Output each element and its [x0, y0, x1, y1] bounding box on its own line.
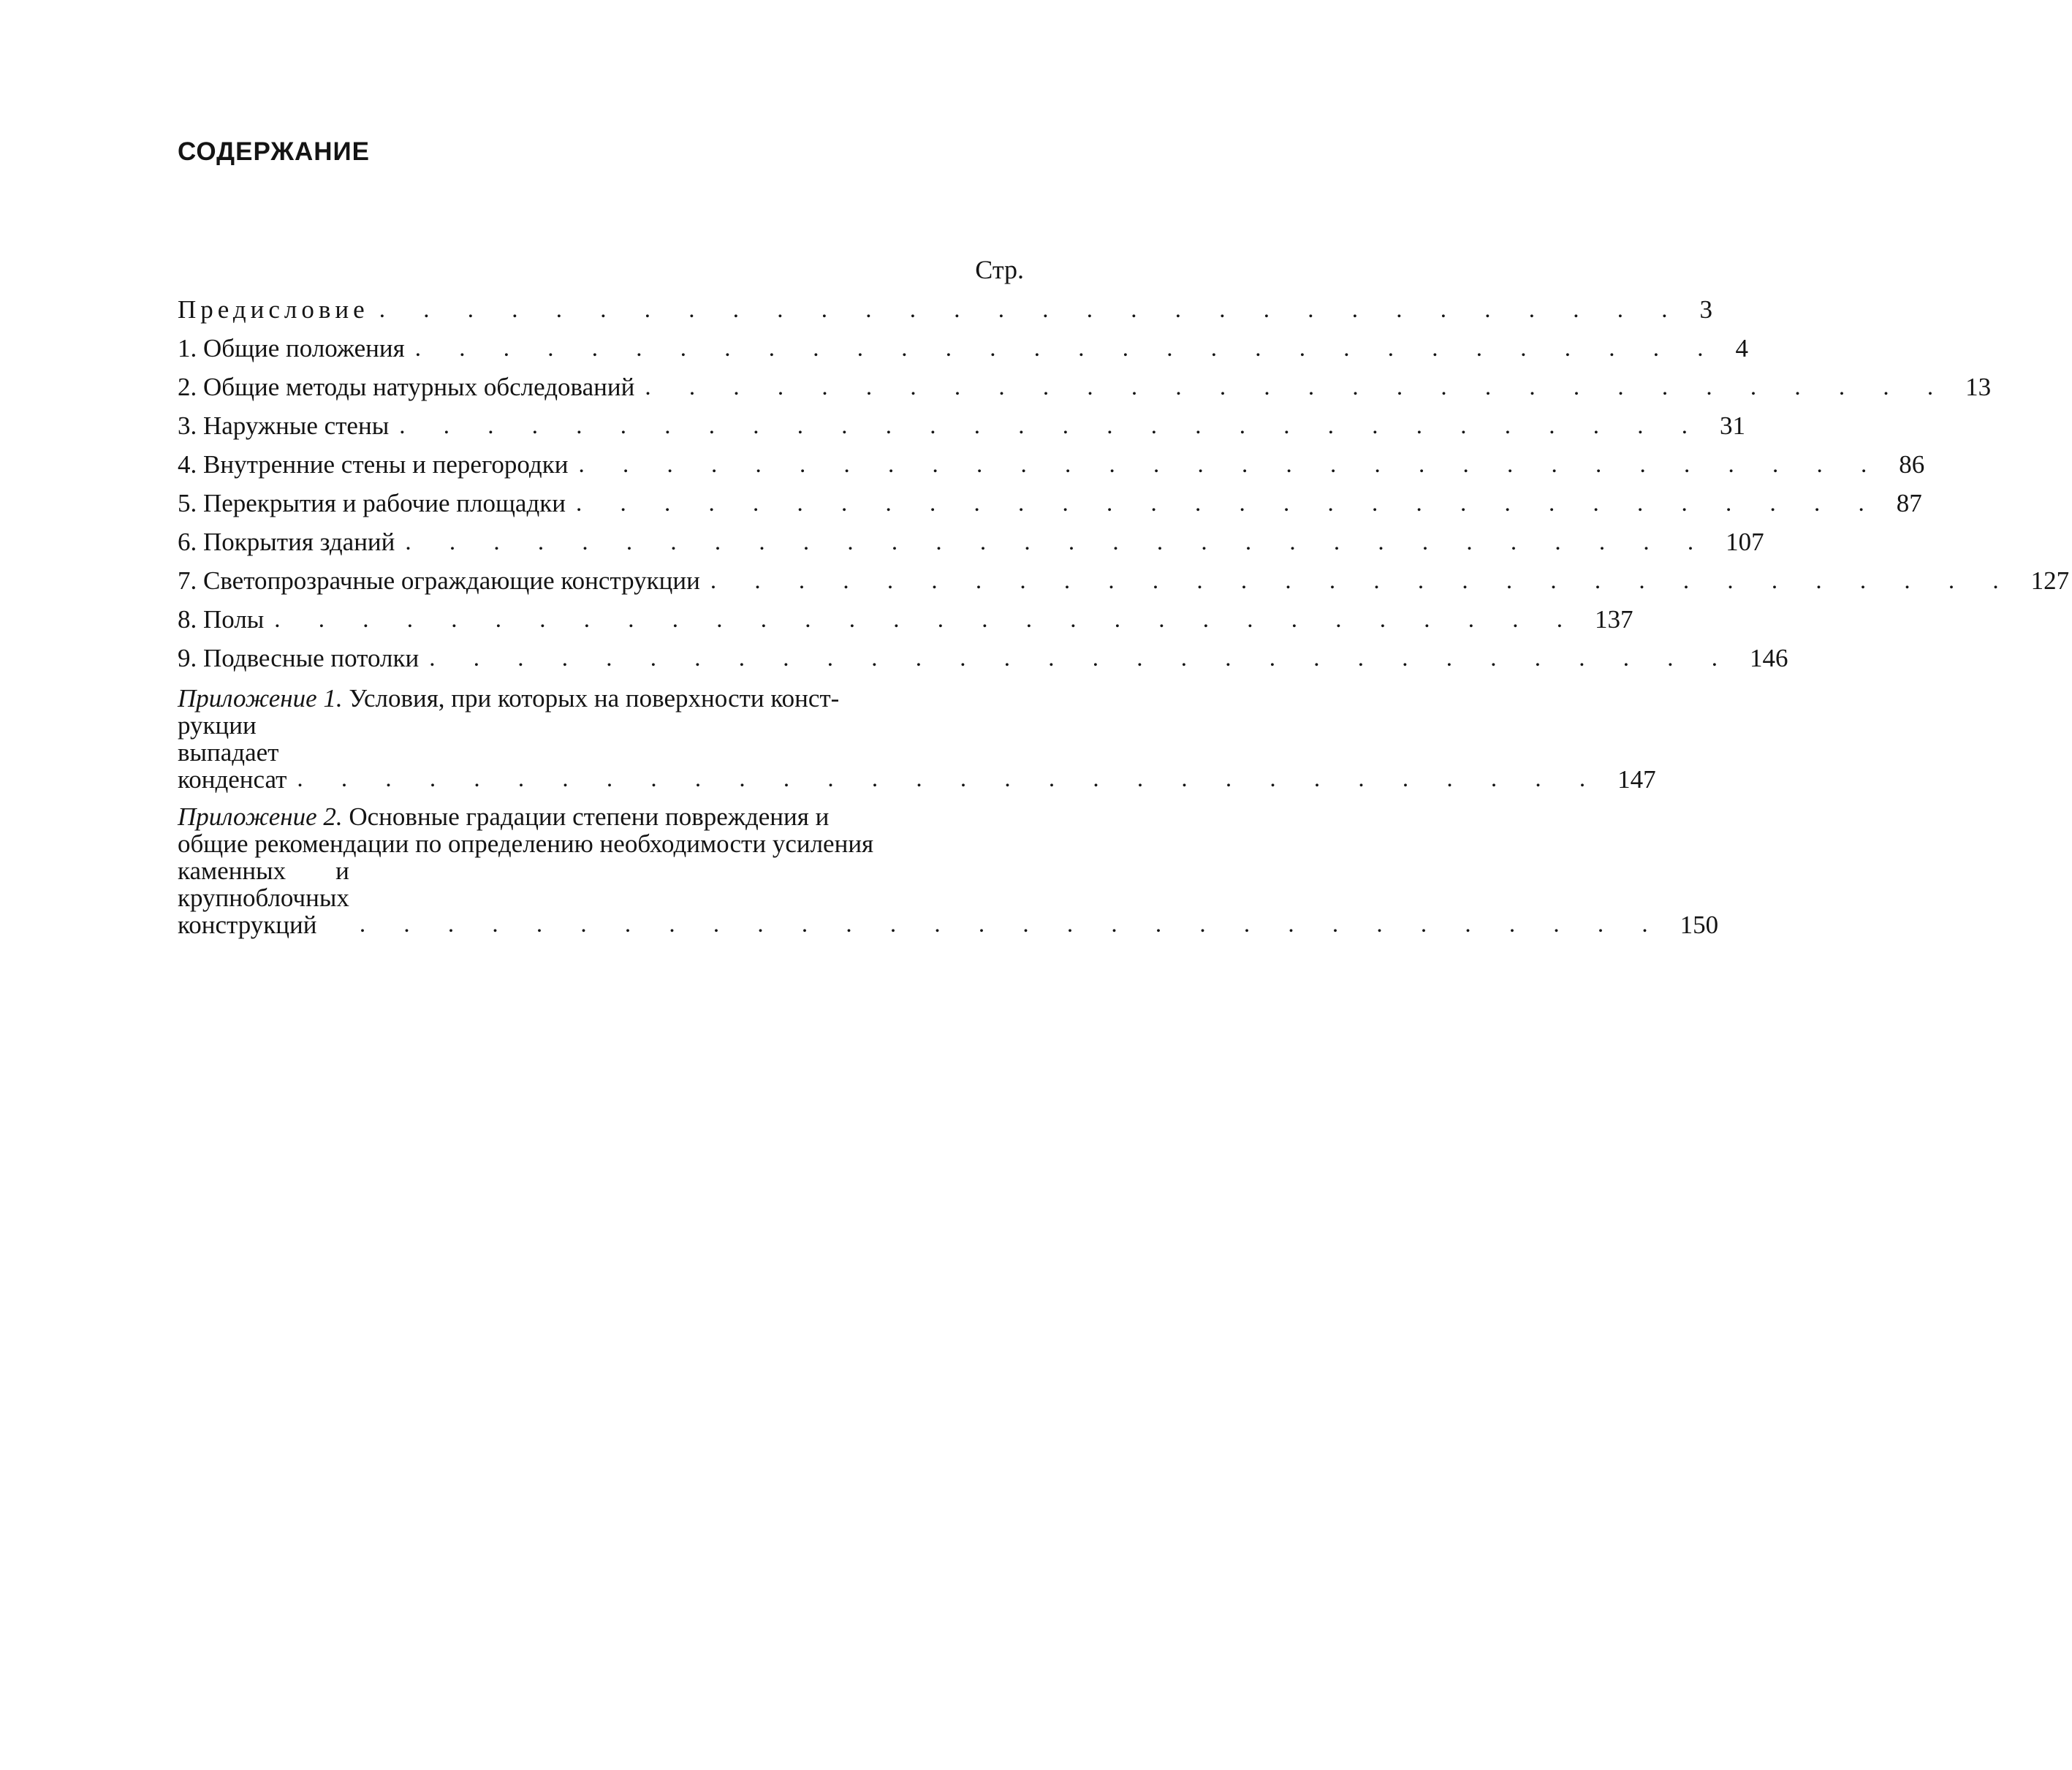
- toc-entry-title: 7. Светопрозрачные ограждающие конструкции: [178, 566, 700, 595]
- toc-entry-page: 150: [1680, 911, 1719, 939]
- toc-entry-3: [178, 403, 1745, 442]
- appendix-first-line: [178, 685, 1601, 712]
- appendix-label: Приложение 2.: [178, 802, 343, 831]
- toc-leader: . . . . . . . . . . . . . . . . . . . . . . . . . . . . . .: [576, 490, 1881, 517]
- toc-entry-title: 2. Общие методы натурных обследований: [178, 373, 635, 401]
- toc-leader: . . . . . . . . . . . . . . . . . . . . . . . . . . . . . .: [405, 529, 1710, 555]
- toc-entry-6: [178, 520, 1764, 558]
- toc-leader: . . . . . . . . . . . . . . . . . . . . . . . . . . . . . .: [379, 297, 1684, 323]
- toc-leader: . . . . . . . . . . . . . . . . . . . . . . . . . . . . . .: [578, 452, 1883, 478]
- appendix-text-line: каменных и крупноблочных конструкций: [178, 856, 349, 939]
- toc-entry-page: 3: [1699, 295, 1712, 324]
- toc-entry-page: 86: [1899, 450, 1925, 479]
- appendix-last-line: [178, 857, 1664, 938]
- toc-leader: . . . . . . . . . . . . . . . . . . . . . . . . . . . . . .: [274, 607, 1579, 633]
- toc-leader: . . . . . . . . . . . . . . . . . . . . . . . . . . . . . .: [399, 413, 1704, 439]
- appendix-text-line: общие рекомендации по определению необходимости усиления: [178, 829, 874, 858]
- toc-entry-8: [178, 597, 1633, 636]
- toc-entry-page: 147: [1617, 765, 1656, 794]
- toc-entry-1: [178, 326, 1748, 365]
- toc-entry-title: 9. Подвесные потолки: [178, 644, 420, 672]
- toc-entry-title: 5. Перекрытия и рабочие площадки: [178, 489, 566, 517]
- toc-entry-title: Предисловие: [178, 295, 369, 324]
- appendix-text-line: Условия, при которых на поверхности конст-: [349, 684, 840, 713]
- toc-entry-title: 4. Внутренние стены и перегородки: [178, 450, 569, 479]
- toc-entry-7: [178, 558, 2070, 597]
- toc-entry-preface: [178, 287, 1712, 326]
- appendix-body: [178, 685, 1617, 793]
- toc-entry-page: 13: [1965, 373, 1992, 401]
- toc-leader: . . . . . . . . . . . . . . . . . . . . . . . . . . . . . .: [645, 374, 1950, 400]
- toc-entry-2: [178, 365, 1992, 403]
- toc-entry-5: [178, 481, 1922, 520]
- page-column-label: Стр.: [975, 255, 1024, 284]
- toc-entry-title: 3. Наружные стены: [178, 411, 390, 440]
- appendix-text-line: рукции выпадает конденсат: [178, 711, 287, 794]
- toc-entry-page: 137: [1595, 605, 1633, 634]
- toc-leader: . . . . . . . . . . . . . . . . . . . . . . . . . . . . . .: [710, 568, 2015, 594]
- toc-entry-9: [178, 636, 1788, 675]
- toc-entry-page: 127: [2030, 566, 2070, 595]
- toc-entry-page: 146: [1749, 644, 1788, 672]
- toc-entry-page: 4: [1735, 334, 1748, 362]
- toc-leader: . . . . . . . . . . . . . . . . . . . . . . . . . . . . . .: [297, 766, 1602, 792]
- toc-appendix-1: [178, 684, 1656, 794]
- appendix-text-line: Основные градации степени повреждения и: [349, 802, 830, 831]
- appendix-last-line: [178, 712, 1601, 793]
- appendix-label: Приложение 1.: [178, 684, 343, 713]
- appendix-body: [178, 803, 1680, 938]
- toc-leader: . . . . . . . . . . . . . . . . . . . . . . . . . . . . . .: [414, 335, 1720, 362]
- page-heading: СОДЕРЖАНИЕ: [178, 137, 371, 166]
- toc-leader: . . . . . . . . . . . . . . . . . . . . . . . . . . . . . .: [429, 645, 1734, 672]
- toc-entry-4: [178, 442, 1925, 481]
- toc-appendix-2: [178, 802, 1719, 939]
- toc-leader: . . . . . . . . . . . . . . . . . . . . . . . . . . . . . .: [359, 911, 1664, 938]
- toc-entry-page: 87: [1896, 489, 1922, 517]
- toc-entry-page: 31: [1719, 411, 1745, 440]
- toc-entry-title: 1. Общие положения: [178, 334, 405, 362]
- toc-entry-title: 6. Покрытия зданий: [178, 528, 395, 556]
- toc-entry-title: 8. Полы: [178, 605, 265, 634]
- toc-entry-page: 107: [1726, 528, 1764, 556]
- appendix-first-line: [178, 803, 1664, 830]
- table-of-contents: [178, 252, 2070, 939]
